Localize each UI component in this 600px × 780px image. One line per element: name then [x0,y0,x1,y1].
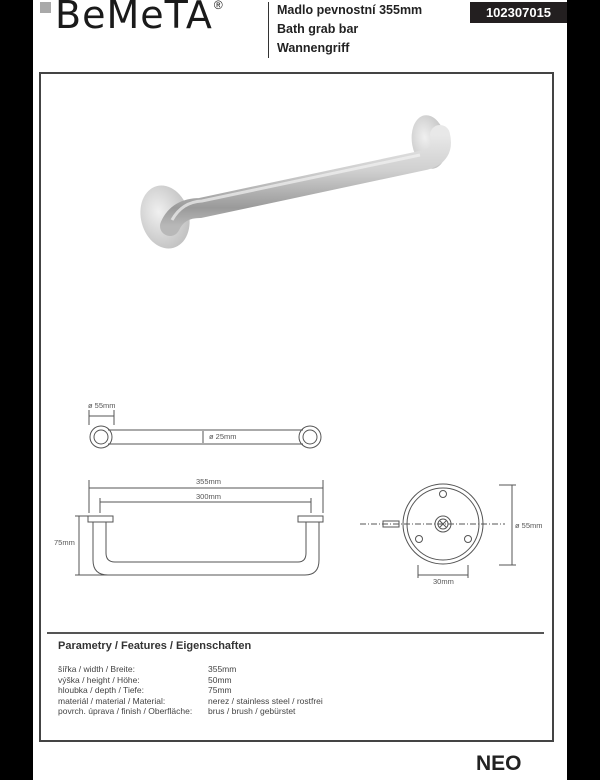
feature-value: 355mm [208,664,237,674]
feature-value: 50mm [208,674,232,685]
product-name-de: Wannengriff [277,41,350,55]
product-code-badge: 102307015 [470,2,567,23]
features-table [58,664,323,717]
depth-label: 75mm [54,538,75,547]
feature-label: výška / height / Höhe: [58,674,140,685]
feature-label: hloubka / depth / Tiefe: [58,685,145,695]
feature-row-width [58,664,323,675]
product-name-cz: Madlo pevnostní 355mm [277,3,423,17]
feature-value: 75mm [208,685,232,695]
feature-row-height [58,675,323,686]
features-divider [47,632,544,634]
series-name: NEO [476,752,522,775]
tube-diameter-label: ø 25mm [209,432,237,441]
logo-text: BeMeTA [55,0,213,37]
feature-row-depth [58,685,323,696]
product-name-en: Bath grab bar [277,22,359,36]
features-title: Parametry / Features / Eigenschaften [58,640,252,652]
feature-label: šířka / width / Breite: [58,664,135,674]
rosette-view [360,484,516,578]
feature-row-material [58,696,323,707]
feature-row-finish [58,706,323,717]
rosette-view-diameter-label: ø 55mm [515,521,543,530]
feature-label: povrch. úprava / finish / Oberfläche: [58,706,193,716]
rosette-diameter-label: ø 55mm [88,401,116,410]
registered-mark: ® [213,0,223,12]
hole-spacing-label: 30mm [433,577,454,586]
feature-value: nerez / stainless steel / rostfrei [208,695,323,706]
feature-value: brus / brush / gebürstet [208,706,296,716]
total-width-label: 355mm [196,477,222,486]
center-distance-label: 300mm [196,492,222,501]
feature-label: materiál / material / Material: [58,695,166,706]
top-view [89,410,321,448]
